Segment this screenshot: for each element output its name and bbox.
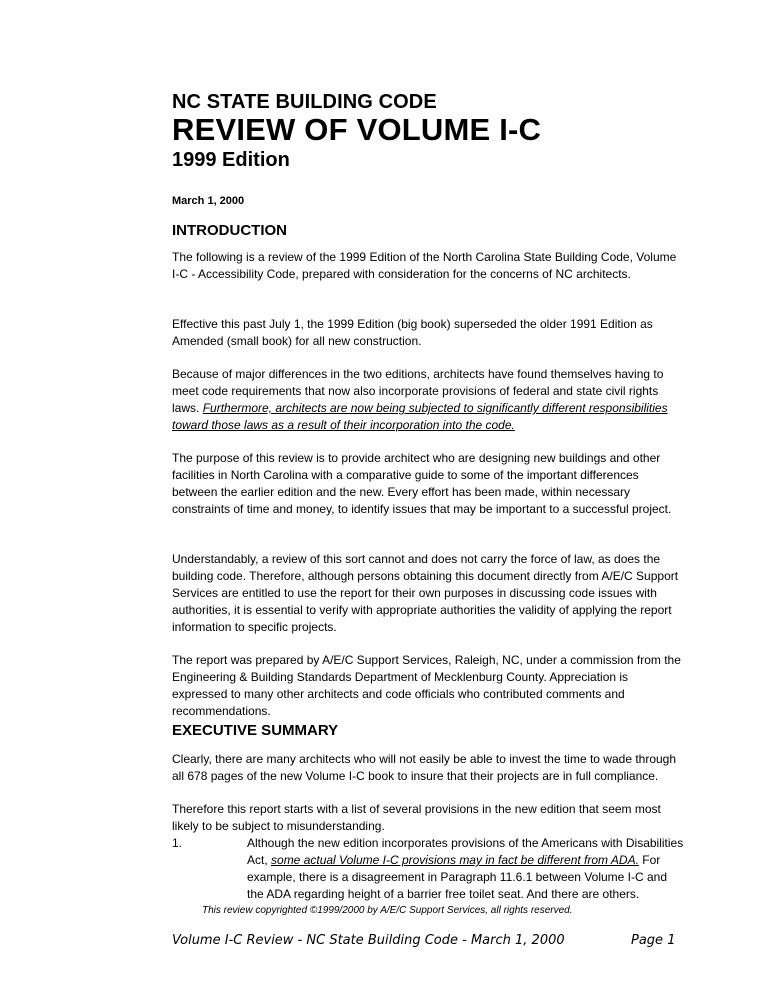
intro-paragraph-3-text: Because of major differences in the two editions, architects have found themselves having to meet code requirements that now also incorporate provisions of federal and state civil rights laws.	[172, 367, 664, 415]
page-number: Page 1	[631, 933, 676, 948]
intro-paragraph-2: Effective this past July 1, the 1999 Edition (big book) superseded the older 1991 Edition as Amended (small book) for all new construction.	[172, 317, 653, 348]
list-item-text-b: For example, there is a disagreement in Paragraph 11.6.1 between Volume I-C and the ADA regarding height of a barrier free toilet seat. And there are others.	[247, 853, 668, 901]
introduction-heading: INTRODUCTION	[172, 222, 287, 239]
list-item-text	[247, 835, 687, 903]
intro-paragraph-3-emphasis: Furthermore, architects are now being subjected to significantly different responsibilities toward those laws as a result of their incorporation into the code.	[172, 401, 668, 432]
intro-paragraph-5: Understandably, a review of this sort cannot and does not carry the force of law, as does the building code. Therefore, although persons obtaining this document directly from A/E/C Support Services are entitled to use the report for their own purposes in discussing code issues with authorities, it is essential to verify with appropriate authorities the validity of applying the report information to specific projects.	[172, 552, 679, 634]
intro-paragraph-3	[172, 366, 682, 434]
document-title-line2: REVIEW OF VOLUME I-C	[172, 112, 542, 147]
intro-paragraph-4: The purpose of this review is to provide architect who are designing new buildings and other facilities in North Carolina with a comparative guide to some of the important differences between the earlier edition and the new. Every effort has been made, within necessary constraints of time and money, to identify issues that may be important to a successful project.	[172, 451, 672, 516]
intro-paragraph-6: The report was prepared by A/E/C Support Services, Raleigh, NC, under a commission from the Engineering & Building Standards Department of Mecklenburg County. Appreciation is expressed to many other architects and code officials who contributed comments and recommendations.	[172, 653, 681, 718]
intro-paragraph-1: The following is a review of the 1999 Edition of the North Carolina State Building Code, Volume I-C - Accessibility Code, prepared with consideration for the concerns of NC architects.	[172, 250, 677, 281]
document-edition: 1999 Edition	[172, 149, 290, 171]
copyright-notice: This review copyrighted ©1999/2000 by A/E/C Support Services, all rights reserved.	[202, 905, 573, 916]
summary-paragraph-2: Therefore this report starts with a list of several provisions in the new edition that seem most likely to be subject to misunderstanding.	[172, 802, 661, 833]
summary-paragraph-1: Clearly, there are many architects who will not easily be able to invest the time to wade through all 678 pages of the new Volume I-C book to insure that their projects are in full compliance.	[172, 752, 677, 783]
executive-summary-heading: EXECUTIVE SUMMARY	[172, 722, 339, 739]
document-date: March 1, 2000	[172, 195, 245, 207]
list-item-text-a: Although the new edition incorporates provisions of the Americans with Disabilities Act,	[247, 836, 684, 867]
list-item-emphasis: some actual Volume I-C provisions may in fact be different from ADA.	[271, 853, 639, 867]
page-footer-title: Volume I-C Review - NC State Building Code - March 1, 2000	[172, 933, 565, 948]
list-item-number: 1.	[172, 836, 183, 850]
document-title-line1: NC STATE BUILDING CODE	[172, 91, 437, 113]
